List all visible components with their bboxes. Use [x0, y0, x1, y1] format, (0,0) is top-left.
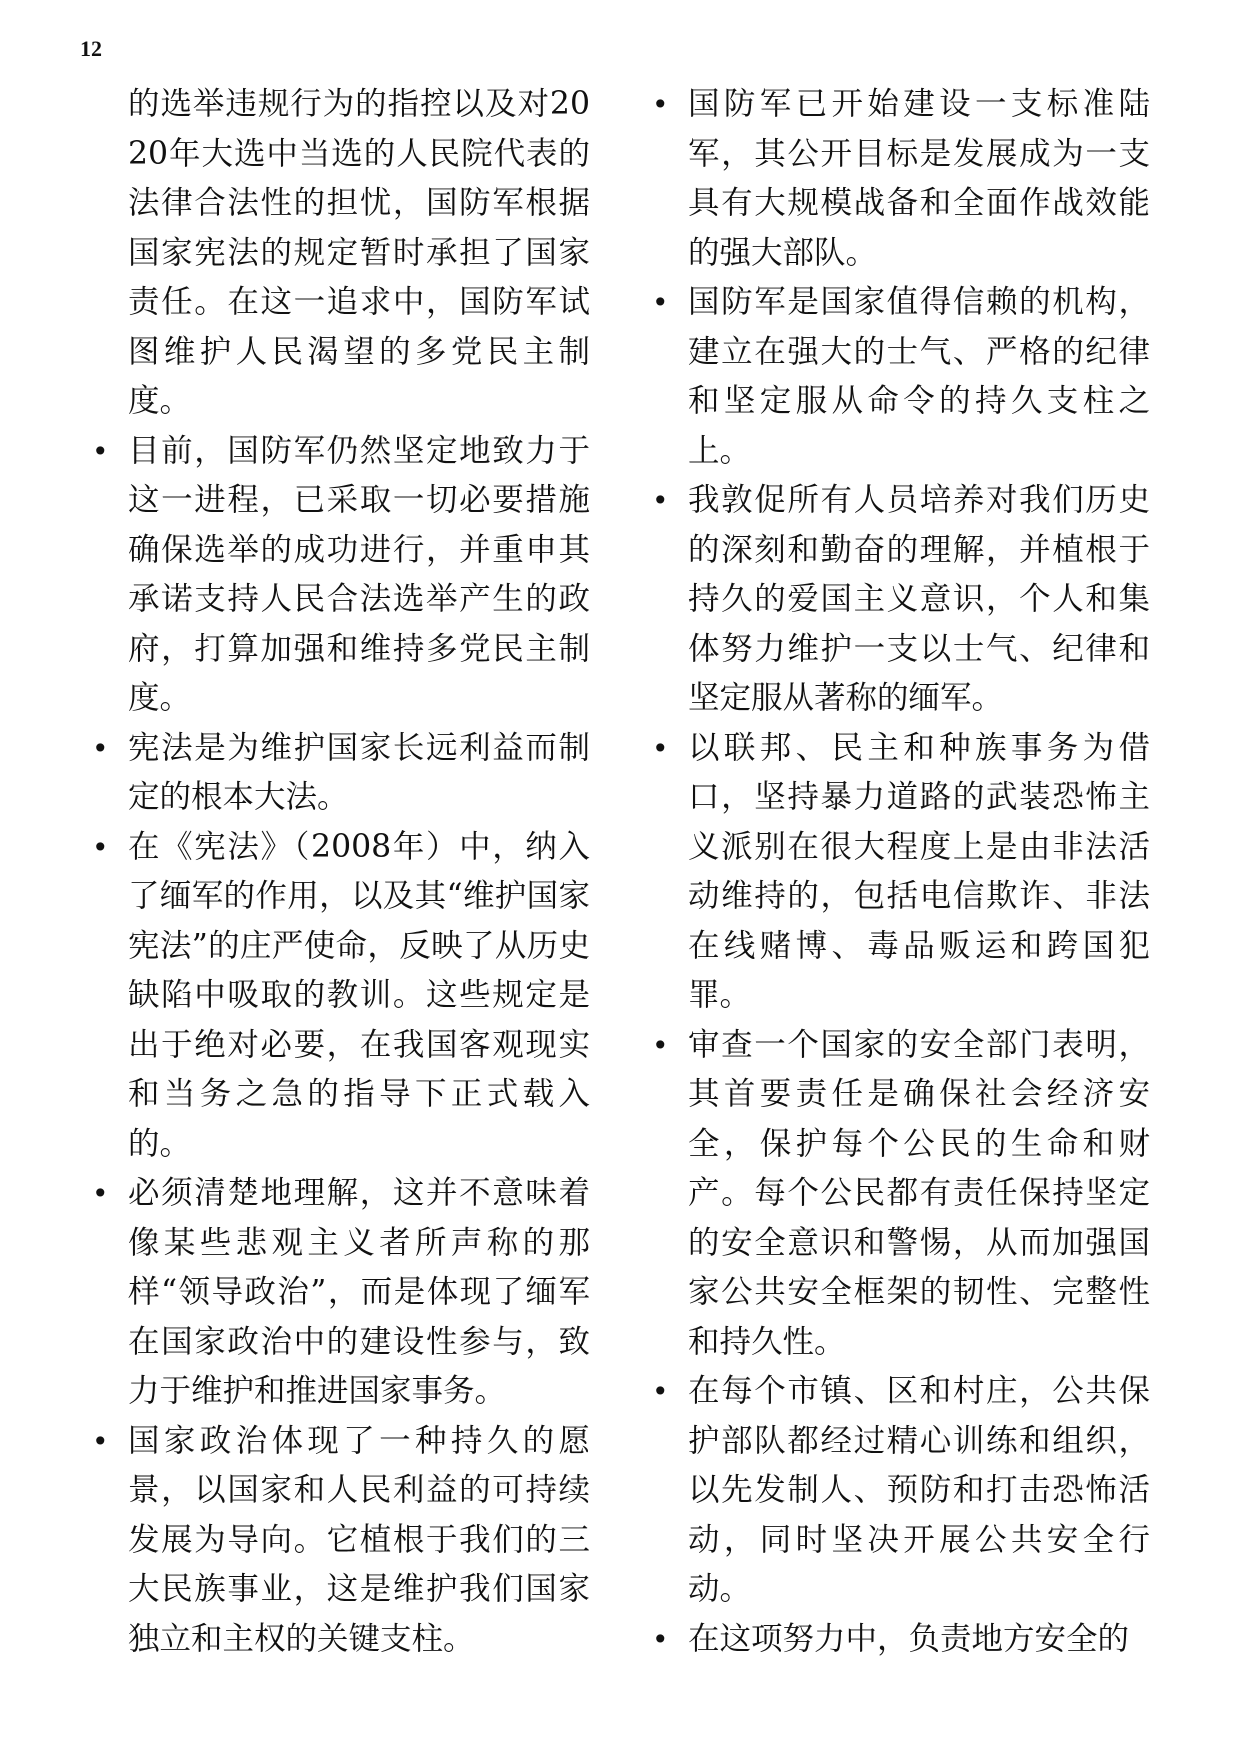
bullet-icon: •: [652, 484, 669, 517]
list-item-text: 在每个市镇、区和村庄，公共保护部队都经过精心训练和组织，以先发制人、预防和打击恐怖活动，同时坚决开展公共安全行动。: [688, 1373, 1150, 1607]
bullet-icon: •: [92, 1177, 109, 1210]
bullet-icon: •: [652, 731, 669, 765]
list-item-text: 审查一个国家的安全部门表明，其首要责任是确保社会经济安全，保护每个公民的生命和财产。每个公民都有责任保持坚定的安全意识和警惕，从而加强国家公共安全框架的韧性、完整性和持久性。: [688, 1026, 1150, 1360]
bullet-icon: •: [652, 286, 669, 319]
bullet-icon: •: [92, 830, 109, 864]
bullet-icon: •: [652, 88, 669, 121]
bullet-icon: •: [92, 434, 109, 468]
bullet-icon: •: [92, 731, 109, 765]
list-item-text: 国防军已开始建设一支标准陆军，其公开目标是发展成为一支具有大规模战备和全面作战效能的强大部队。: [688, 86, 1150, 271]
list-item: [80, 724, 590, 823]
list-item-text: 以联邦、民主和种族事务为借口，坚持暴力道路的武装恐怖主义派别在很大程度上是由非法活动维持的，包括电信欺诈、非法在线赌博、毒品贩运和跨国犯罪。: [688, 729, 1150, 1013]
continuation-paragraph: 的选举违规行为的指控以及对2020年大选中当选的人民院代表的法律合法性的担忧，国防军根据国家宪法的规定暂时承担了国家责任。在这一追求中，国防军试图维护人民渴望的多党民主制度。: [128, 86, 590, 419]
bullet-icon: •: [652, 1622, 669, 1656]
list-item: [640, 724, 1150, 1021]
list-item-text: 必须清楚地理解，这并不意味着像某些悲观主义者所声称的那样“领导政治”，而是体现了缅军在国家政治中的建设性参与，致力于维护和推进国家事务。: [128, 1175, 590, 1409]
list-item: [640, 476, 1150, 724]
right-column: [640, 80, 1150, 1664]
left-column: [80, 80, 590, 1664]
list-item-text: 我敦促所有人员培养对我们历史的深刻和勤奋的理解，并植根于持久的爱国主义意识，个人和集体努力维护一支以士气、纪律和坚定服从著称的缅军。: [688, 482, 1150, 716]
list-item: [640, 278, 1150, 476]
list-item-text: 国防军是国家值得信赖的机构，建立在强大的士气、严格的纪律和坚定服从命令的持久支柱之上。: [688, 284, 1150, 469]
list-item: [80, 1169, 590, 1417]
list-item-text: 宪法是为维护国家长远利益而制定的根本大法。: [128, 729, 590, 815]
list-item: [640, 1367, 1150, 1615]
list-item: [640, 80, 1150, 278]
bullet-icon: •: [652, 1375, 669, 1408]
list-item-text: 在《宪法》（2008年）中，纳入了缅军的作用，以及其“维护国家宪法”的庄严使命，反映了从历史缺陷中吸取的教训。这些规定是出于绝对必要，在我国客观现实和当务之急的指导下正式载入的。: [128, 828, 590, 1162]
page-number: 12: [80, 36, 102, 61]
list-item-text: 在这项努力中，负责地方安全的: [688, 1620, 1130, 1657]
list-item: [640, 1615, 1150, 1665]
bullet-icon: •: [652, 1028, 669, 1062]
list-item: [80, 823, 590, 1170]
list-item: [640, 1021, 1150, 1368]
list-item-text: 目前，国防军仍然坚定地致力于这一进程，已采取一切必要措施确保选举的成功进行，并重申其承诺支持人民合法选举产生的政府，打算加强和维持多党民主制度。: [128, 432, 590, 716]
list-item: [80, 1417, 590, 1665]
bullet-icon: •: [92, 1424, 109, 1458]
list-item-text: 国家政治体现了一种持久的愿景，以国家和人民利益的可持续发展为导向。它植根于我们的三大民族事业，这是维护我们国家独立和主权的关键支柱。: [128, 1422, 590, 1657]
list-item: [80, 427, 590, 724]
